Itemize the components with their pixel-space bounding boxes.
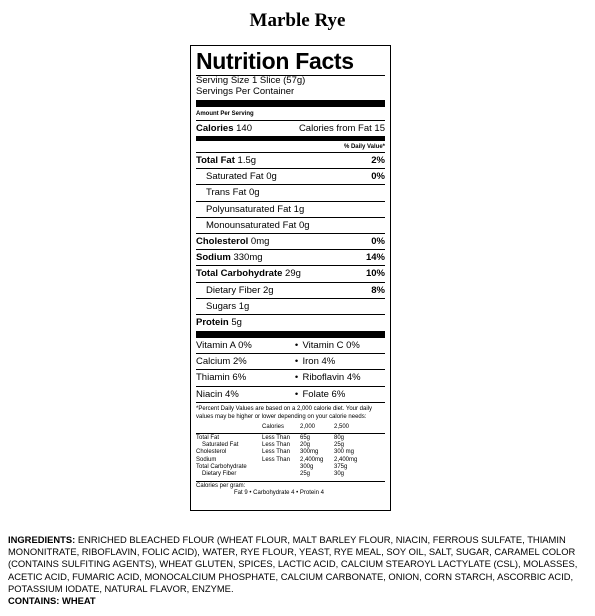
ingredients-text: ENRICHED BLEACHED FLOUR (WHEAT FLOUR, MALT BARLEY FLOUR, NIACIN, FERROUS SULFATE, THIAMIN MONONITRATE, RIBOFLAVIN, FOLIC ACID), WATER, RYE FLOUR, YEAST, RYE MEAL, SOY OIL, SALT, SUGAR, CARAMEL COLOR (CONTAINS SULFITING AGENTS), WHEAT GLUTEN, SPICES, LACTIC ACID, CALCIUM STEAROYL LACTYLATE (CSL), MOLASSES, ACETIC ACID, FUMARIC ACID, MONOCALCIUM PHOSPHATE, CALCIUM CARBONATE, ONION, CORN STARCH, ASCORBIC ACID, POTASSIUM IODATE, NATURAL FLAVOR, ENZYME. (8, 534, 578, 594)
nutrient-amount: 1g (238, 300, 250, 312)
nutrient-row-monounsaturated-fat (196, 218, 385, 234)
vitamin-row (196, 370, 385, 386)
ft-cell (262, 464, 300, 471)
daily-value-header: % Daily Value* (196, 142, 385, 153)
nutrient-name: Trans Fat (206, 187, 247, 199)
nutrient-amount: 0g (266, 171, 277, 183)
amount-per-serving: Amount Per Serving (196, 110, 254, 117)
ft-cell: Total Fat (196, 434, 220, 441)
ft-cell (196, 424, 262, 431)
ft-cell: 300g (300, 464, 314, 470)
nutrient-name: Sodium (196, 252, 231, 264)
nutrient-dv: 14% (365, 252, 385, 264)
vitamin-row (196, 387, 385, 403)
ft-cell: Cholesterol (196, 449, 227, 456)
nutrient-amount: 1.5g (237, 155, 257, 167)
ft-cell: Less Than (262, 434, 290, 441)
footnote-table-row (196, 464, 385, 471)
ft-cell: 2,000 (300, 424, 316, 431)
calories-per-gram-label: Calories per gram: (196, 482, 246, 489)
vitamin-right: Vitamin C 0% (302, 340, 360, 352)
nutrient-amount: 2g (263, 284, 274, 296)
nutrient-amount: 29g (285, 268, 301, 280)
nutrient-name: Saturated Fat (206, 171, 264, 183)
vitamin-left: Vitamin A 0% (196, 340, 252, 352)
servings-per-container: Servings Per Container (196, 85, 295, 97)
ft-cell: 30g (334, 471, 345, 478)
nutrient-amount: 5g (231, 316, 242, 328)
allergen-statement: CONTAINS: WHEAT (8, 595, 96, 607)
daily-value-footnote: *Percent Daily Values are based on a 2,000 calorie diet. Your daily values may be higher or lower depending on your calorie needs: (196, 405, 373, 420)
ingredients-block (8, 534, 590, 607)
calories-row (196, 121, 385, 137)
nutrient-name: Monounsaturated Fat (206, 219, 297, 231)
nutrient-row-total-carbohydrate (196, 266, 385, 282)
nutrient-dv: 0% (371, 235, 385, 247)
footnote-table-row (196, 449, 385, 456)
nutrition-facts-label (190, 45, 391, 511)
nutrient-name: Total Carbohydrate (196, 268, 283, 280)
ft-cell: Total Carbohydrate (196, 464, 247, 470)
footnote-table-row (196, 457, 385, 464)
vitamin-left: Thiamin 6% (196, 372, 247, 384)
nutrient-name: Protein (196, 316, 229, 328)
ft-cell: 2,400mg (334, 456, 358, 463)
vitamin-right: Iron 4% (302, 356, 336, 368)
nutrient-row-dietary-fiber (196, 283, 385, 299)
bullet: • (294, 356, 299, 368)
ft-cell: 25g (334, 442, 345, 449)
ft-cell: Dietary Fiber (202, 471, 237, 478)
ft-cell: Less Than (262, 456, 290, 463)
nutrition-facts-heading: Nutrition Facts (196, 48, 354, 74)
nutrient-name: Total Fat (196, 155, 235, 167)
serving-size: Serving Size 1 Slice (57g) (196, 75, 306, 86)
vitamin-row (196, 354, 385, 370)
footnote-table-row (196, 442, 385, 449)
nutrient-row-polyunsaturated-fat (196, 202, 385, 218)
divider-thick (196, 331, 385, 338)
nutrient-amount: 330mg (233, 252, 263, 264)
nutrient-name: Polyunsaturated Fat (206, 203, 292, 215)
ft-cell: Less Than (262, 442, 290, 449)
nutrient-row-total-fat (196, 153, 385, 169)
ft-cell: Saturated Fat (202, 442, 239, 449)
calories-per-gram-values: Fat 9 • Carbohydrate 4 • Protein 4 (234, 490, 324, 497)
product-title: Marble Rye (249, 10, 346, 31)
bullet: • (294, 340, 299, 352)
divider-medium (196, 137, 385, 141)
vitamin-left: Niacin 4% (196, 388, 239, 400)
nutrient-amount: 1g (293, 203, 305, 215)
ft-cell: 80g (334, 434, 345, 441)
calories-value: 140 (236, 122, 252, 134)
nutrient-row-sugars (196, 299, 385, 315)
nutrient-row-saturated-fat (196, 169, 385, 185)
nutrient-amount: 0g (298, 219, 310, 231)
nutrient-amount: 0g (248, 187, 260, 199)
bullet: • (294, 372, 299, 384)
nutrient-name: Sugars (206, 300, 237, 312)
ft-cell (262, 471, 300, 478)
ft-cell: 20g (300, 442, 311, 449)
calories-from-fat: Calories from Fat 15 (298, 122, 385, 134)
nutrient-dv: 2% (371, 155, 385, 167)
calories-label: Calories (196, 122, 234, 134)
ft-cell: 2,400mg (300, 456, 324, 463)
footnote-table-header (196, 424, 385, 433)
calories-per-gram (196, 481, 385, 499)
nutrient-row-trans-fat (196, 185, 385, 201)
ft-cell: 375g (334, 464, 348, 470)
ft-cell: 2,500 (334, 424, 350, 431)
ft-cell: 300mg (300, 449, 319, 456)
footnote-table (196, 424, 385, 478)
divider-thick (196, 100, 385, 107)
footnote-table-row (196, 471, 385, 478)
nutrient-dv: 10% (365, 268, 385, 280)
ft-cell: 25g (300, 471, 311, 478)
nutrient-amount: 0mg (250, 235, 270, 247)
ft-cell: 300 mg (334, 449, 355, 456)
ingredients-label: INGREDIENTS: (8, 534, 76, 545)
ft-cell: Sodium (196, 456, 217, 463)
vitamin-left: Calcium 2% (196, 356, 247, 368)
nutrient-dv: 8% (371, 284, 385, 296)
ft-cell: 65g (300, 434, 311, 441)
bullet: • (294, 388, 299, 400)
ft-cell: Less Than (262, 449, 290, 456)
nutrient-name: Dietary Fiber (206, 284, 261, 296)
vitamin-right: Folate 6% (302, 388, 346, 400)
footnote-table-row (196, 435, 385, 442)
nutrient-row-cholesterol (196, 234, 385, 250)
ft-cell: Calories (262, 424, 285, 431)
vitamin-row (196, 338, 385, 354)
nutrient-dv: 0% (371, 171, 385, 183)
nutrient-name: Cholesterol (196, 235, 249, 247)
vitamin-right: Riboflavin 4% (302, 372, 361, 384)
nutrient-row-protein (196, 315, 385, 331)
nutrient-row-sodium (196, 250, 385, 266)
